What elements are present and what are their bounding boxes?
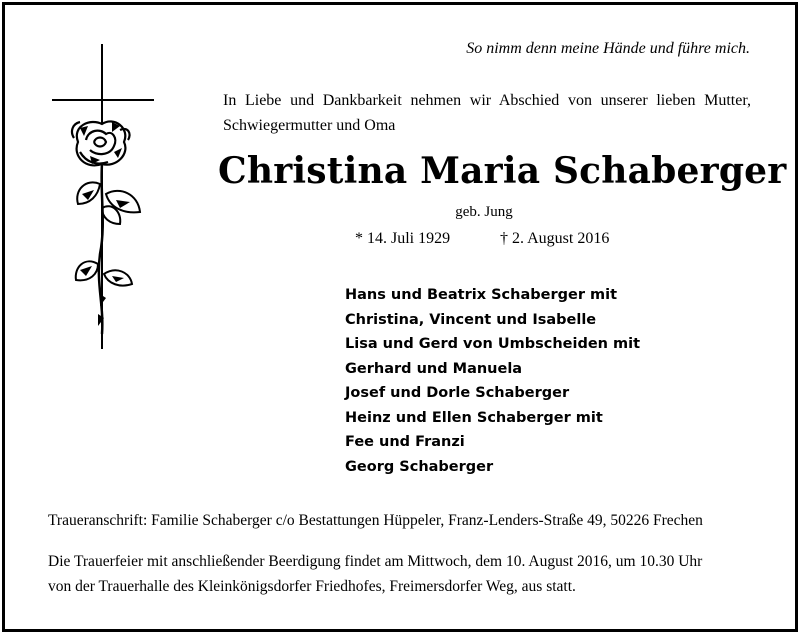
mourner-line: Hans und Beatrix Schaberger mit [345, 287, 618, 303]
death-date: † 2. August 2016 [500, 230, 610, 247]
cross-with-rose-icon [50, 44, 160, 354]
mourner-line: Heinz und Ellen Schaberger mit [345, 409, 603, 426]
mourners-list [345, 283, 640, 479]
mourner-line: Gerhard und Manuela [345, 360, 523, 377]
mourner-line: Christina, Vincent und Isabelle [345, 311, 597, 328]
intro-line-2: Schwiegermutter und Oma [223, 117, 396, 134]
birth-date: * 14. Juli 1929 [355, 230, 451, 247]
mourning-address: Traueranschrift: Familie Schaberger c/o Bestattungen Hüppeler, Franz-Lenders-Straße 49, 50226 Frechen [48, 512, 703, 529]
deceased-name: Christina Maria Schaberger [218, 150, 787, 192]
ceremony-info [48, 549, 752, 599]
mourner-line: Fee und Franzi [345, 434, 465, 450]
intro-line-1: In Liebe und Dankbarkeit nehmen wir Abschied von unserer lieben Mutter, [223, 92, 751, 109]
intro-text [223, 88, 751, 138]
ceremony-line-2: von der Trauerhalle des Kleinkönigsdorfer Friedhofes, Freimersdorfer Weg, aus statt. [48, 578, 576, 595]
mourner-line: Lisa und Gerd von Umbscheiden mit [345, 336, 641, 352]
ceremony-line-1: Die Trauerfeier mit anschließender Beerdigung findet am Mittwoch, dem 10. August 2016, um 10.30 Uhr [48, 553, 703, 570]
mourner-line: Josef und Dorle Schaberger [345, 385, 570, 401]
birth-name: geb. Jung [455, 204, 513, 220]
mourner-line: Georg Schaberger [345, 458, 494, 475]
motto: So nimm denn meine Hände und führe mich. [466, 40, 750, 57]
